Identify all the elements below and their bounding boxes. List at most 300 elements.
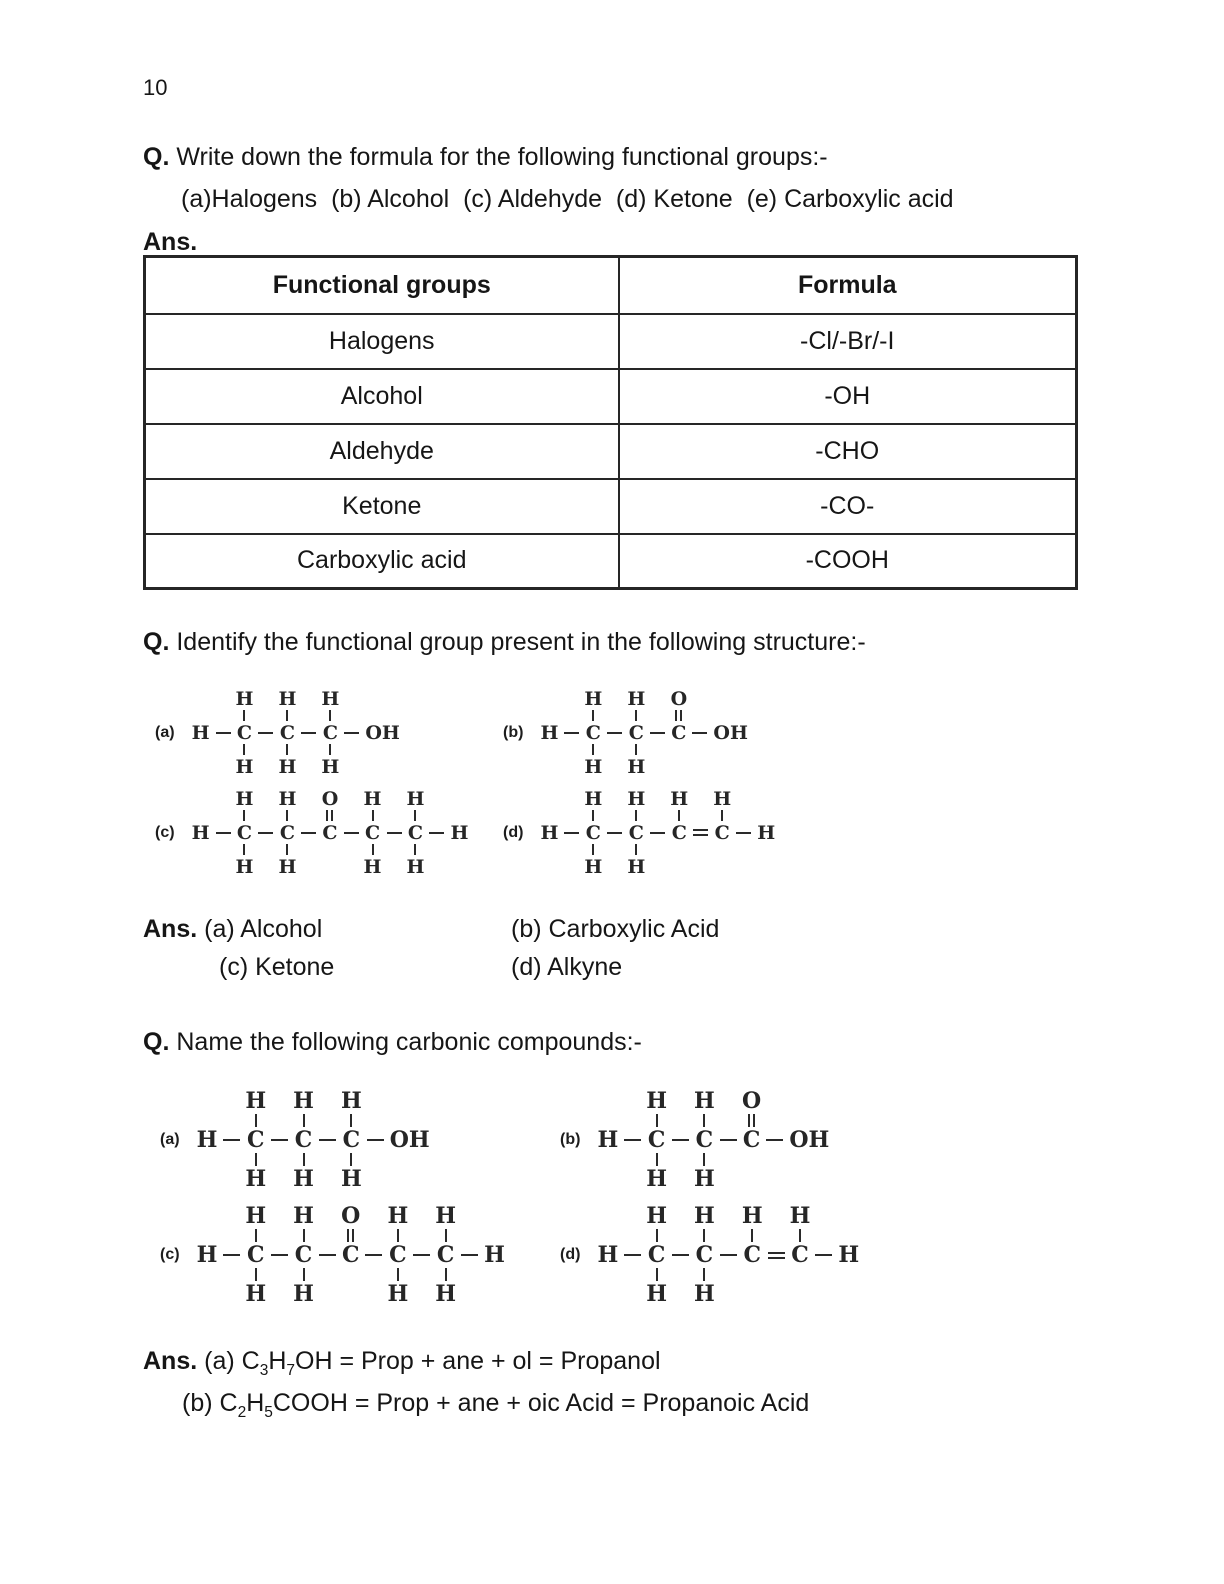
vertical-single-bond [751,1229,753,1242]
bond-line [223,1254,240,1256]
atom-h: H [646,1203,668,1229]
vertical-single-bond [635,844,637,855]
atom-c: H C H [627,787,646,878]
atom-h: H [245,1166,267,1192]
bond-line [693,834,708,836]
bond-line [693,829,708,831]
bond-line [650,732,665,734]
bond-line [286,844,288,855]
bond-line [703,1268,705,1281]
horizontal-single-bond [301,732,316,734]
vertical-single-bond [372,844,374,855]
formula-cell: -COOH [619,534,1077,589]
bond-line [344,832,359,834]
atom-c: H C H [646,1203,668,1307]
atom-h: H [363,855,382,878]
chain-single-bond [687,688,712,777]
horizontal-single-bond [344,832,359,834]
bond-line [414,810,416,821]
bond-line [736,832,751,834]
atom-h: H [278,855,297,878]
bond-line [319,1254,336,1256]
atom-h: H [387,1281,409,1307]
vertical-single-bond [397,1268,399,1281]
naming-structures-row-1 [160,1089,830,1191]
atom-c: H C H [293,1203,314,1307]
atom-h: H [245,1088,267,1114]
bond-line [656,1153,658,1166]
bond-line [429,832,444,834]
atom-h: H [584,687,603,710]
atom-c: H C [741,1203,763,1268]
atom-c: H C [789,1203,811,1268]
bond-line [344,732,359,734]
chain-single-bond [266,1204,293,1306]
molecule-structure [596,1089,830,1191]
bond-line [656,1229,658,1242]
bond-line [564,732,579,734]
horizontal-single-bond [692,732,707,734]
atom-h: H [196,1127,218,1153]
vertical-single-bond [303,1114,305,1127]
chain-single-bond [314,1204,341,1306]
atom-h: H [278,755,297,778]
atom-c: O C [742,1088,762,1153]
bond-line [703,1114,705,1127]
chain-single-bond [731,788,756,877]
molecule-structure [196,1089,431,1191]
atom-c: H C H [694,1203,715,1307]
atom-h: H [584,787,603,810]
bond-line [329,744,331,755]
atom-h: H [435,1281,457,1307]
horizontal-single-bond [564,732,579,734]
atom-h: H [435,1203,457,1229]
vertical-single-bond [255,1268,257,1281]
atom-o: O [742,1088,762,1114]
chain-single-bond [602,788,627,877]
chain-single-bond [810,1204,837,1306]
bond-line [301,732,316,734]
vertical-single-bond [243,844,245,855]
answer-prefix: Ans. [143,915,198,943]
vertical-single-bond [286,810,288,821]
formula-subscript: 7 [286,1362,296,1379]
formula-part: C [241,1347,260,1375]
molecule-structure [191,688,401,777]
bond-line [445,1268,447,1281]
bond-line [753,1114,755,1127]
bond-line [768,1257,785,1259]
bond-line [350,1153,352,1166]
identify-structures-row-1 [155,688,749,777]
horizontal-single-bond [564,832,579,834]
atom-h: H [387,1203,409,1229]
horizontal-single-bond [301,832,316,834]
chain-double-bond [763,1204,790,1306]
vertical-single-bond [350,1153,352,1166]
bond-line [678,810,680,821]
bond-line [720,1139,737,1141]
horizontal-single-bond [607,732,622,734]
vertical-single-bond [721,810,723,821]
horizontal-single-bond [319,1254,336,1256]
naming-answer-b [143,1389,809,1422]
horizontal-single-bond [461,1254,478,1256]
atom-h: H [627,755,646,778]
horizontal-single-bond [216,732,231,734]
formula-cell: -Cl/-Br/-I [619,314,1077,369]
horizontal-single-bond [650,832,665,834]
atom-c: H C H [340,1088,362,1192]
structure-propanoic_acid [503,688,749,777]
horizontal-single-bond [624,1139,641,1141]
chain-single-bond [296,688,321,777]
atom-h: H [235,687,254,710]
atom-h: H [235,855,254,878]
atom-h: H [340,1088,362,1114]
vertical-single-bond [703,1153,705,1166]
chain-single-bond [211,788,236,877]
bond-line [397,1268,399,1281]
chain-single-bond [456,1204,483,1306]
structure-propanoic_acid [560,1089,830,1191]
bond-line [255,1153,257,1166]
bond-line [352,1229,354,1242]
chain-double-bond [688,788,713,877]
vertical-single-bond [303,1229,305,1242]
naming-answer-b-label: (b) [182,1389,220,1417]
atom-c: H C H [321,687,340,778]
vertical-single-bond [255,1153,257,1166]
formula-subscript: 5 [264,1404,273,1421]
horizontal-single-bond [365,1254,382,1256]
molecule-structure [539,688,749,777]
atom-h: H [293,1166,314,1192]
atom-c: H C H [245,1203,267,1307]
bond-line [703,1229,705,1242]
question-3-body: Name the following carbonic compounds:- [176,1028,642,1056]
vertical-single-bond [414,844,416,855]
bond-line [301,832,316,834]
bond-line [624,1254,641,1256]
bond-line [751,1229,753,1242]
horizontal-single-bond [413,1254,430,1256]
naming-answer-a-text: OH = Prop + ane + ol = Propanol [295,1347,661,1375]
vertical-single-bond [397,1229,399,1242]
bond-line [768,1252,785,1254]
atom-h: H [245,1203,267,1229]
bond-line [286,810,288,821]
bond-line [672,1139,689,1141]
formula-subscript: 3 [259,1362,269,1379]
chain-single-bond [645,788,670,877]
question-2-answer [143,915,719,982]
structure-label: (a) [155,723,175,741]
horizontal-single-bond [607,832,622,834]
table-header-functional-groups: Functional groups [145,257,619,314]
horizontal-single-bond [216,832,231,834]
vertical-single-bond [286,710,288,721]
atom-c: H C H [293,1088,314,1192]
vertical-single-bond [303,1268,305,1281]
bond-line [692,732,707,734]
horizontal-single-bond [344,732,359,734]
atom-oh: OH [789,1127,830,1153]
naming-answer-a [143,1347,809,1380]
atom-c: O C [670,687,688,744]
chain-single-bond [715,1089,742,1191]
bond-line [815,1254,832,1256]
bond-line [271,1254,288,1256]
vertical-single-bond [703,1229,705,1242]
bond-line [319,1139,336,1141]
bond-line [656,1114,658,1127]
atom-h: H [584,755,603,778]
answer-item-d: (d) Alkyne [511,953,623,981]
molecule-structure [596,1204,860,1306]
atom-h: H [789,1203,811,1229]
atom-c: H C H [406,787,425,878]
naming-structures-row-2 [160,1204,860,1306]
bond-line [675,710,677,721]
bond-line [607,732,622,734]
atom-h: H [646,1088,668,1114]
atom-h: H [597,1242,619,1268]
vertical-single-bond [678,810,680,821]
answer-item-c: (c) Ketone [219,953,335,981]
bond-line [243,810,245,821]
bond-line [372,844,374,855]
atom-h: H [694,1166,715,1192]
atom-c: O C [321,787,339,844]
horizontal-single-bond [367,1139,384,1141]
horizontal-single-bond [815,1254,832,1256]
chain-single-bond [266,1089,293,1191]
bond-line [223,1139,240,1141]
vertical-single-bond [635,744,637,755]
naming-answer-b-text: COOH = Prop + ane + oic Acid = Propanoic Acid [272,1389,810,1417]
vertical-single-bond [329,710,331,721]
atom-h: H [450,821,469,844]
horizontal-single-bond [271,1139,288,1141]
vertical-single-bond [243,810,245,821]
chain-single-bond [424,788,449,877]
functional-group-cell: Carboxylic acid [145,534,619,589]
bond-line [635,710,637,721]
page-number: 10 [143,75,168,100]
bond-line [326,810,328,821]
question-1 [143,142,1093,258]
horizontal-single-bond [720,1254,737,1256]
horizontal-single-bond [258,832,273,834]
horizontal-single-bond [720,1139,737,1141]
vertical-double-bond [748,1114,755,1127]
chain-single-bond [559,688,584,777]
atom-h: H [757,821,776,844]
atom-oh: OH [365,721,400,744]
formula-subscript: 2 [237,1404,247,1421]
atom-h: H [540,721,559,744]
atom-c: H C [670,787,689,844]
vertical-single-bond [372,810,374,821]
bond-line [592,844,594,855]
formula-cell: -CO- [619,479,1077,534]
structure-pentanone [160,1204,560,1306]
vertical-single-bond [303,1153,305,1166]
bond-line [243,844,245,855]
question-3-answer [143,1347,809,1422]
question-prefix: Q. [143,1028,170,1056]
bond-line [255,1114,257,1127]
bond-line [721,810,723,821]
vertical-single-bond [656,1229,658,1242]
bond-line [656,1268,658,1281]
atom-h: H [196,1242,218,1268]
formula-part: H [246,1389,265,1417]
structure-label: (a) [160,1131,180,1148]
molecule-structure [539,788,776,877]
bond-line [607,832,622,834]
atom-c: H C H [694,1088,715,1192]
vertical-single-bond [592,710,594,721]
chain-single-bond [619,1089,646,1191]
vertical-single-bond [286,744,288,755]
functional-group-cell: Halogens [145,314,619,369]
bond-line [255,1268,257,1281]
atom-h: H [741,1203,763,1229]
atom-h: H [694,1281,715,1307]
atom-o: O [341,1203,361,1229]
bond-line [387,832,402,834]
atom-h: H [191,821,210,844]
bond-line [672,1254,689,1256]
table-row [145,369,1077,424]
atom-c: H C H [584,787,603,878]
vertical-single-bond [635,810,637,821]
bond-line [799,1229,801,1242]
bond-line [564,832,579,834]
horizontal-single-bond [387,832,402,834]
structure-propanol [155,688,503,777]
bond-line [367,1139,384,1141]
vertical-single-bond [329,744,331,755]
answer-line-2 [143,953,719,982]
atom-h: H [293,1203,314,1229]
bond-line [286,744,288,755]
chain-single-bond [602,688,627,777]
answer-item-b: (b) Carboxylic Acid [511,915,720,943]
bond-line [303,1153,305,1166]
vertical-single-bond [592,810,594,821]
vertical-single-bond [703,1114,705,1127]
chain-single-bond [761,1089,788,1191]
horizontal-single-bond [223,1139,240,1141]
chain-single-bond [253,688,278,777]
atom-h: H [278,787,297,810]
atom-c: O C [341,1203,361,1268]
atom-h: H [245,1281,267,1307]
chain-single-bond [362,1089,389,1191]
structure-label: (c) [155,823,175,841]
naming-answer-a-label: (a) [204,1347,242,1375]
atom-h: H [321,755,340,778]
horizontal-single-bond [271,1254,288,1256]
answer-label: Ans. [143,228,198,256]
vertical-single-bond [445,1268,447,1281]
bond-line [329,710,331,721]
chain-single-bond [314,1089,341,1191]
vertical-single-bond [799,1229,801,1242]
vertical-single-bond [445,1229,447,1242]
atom-h: H [670,787,689,810]
bond-line [635,744,637,755]
atom-h: H [406,787,425,810]
vertical-single-bond [592,844,594,855]
bond-line [365,1254,382,1256]
vertical-single-bond [414,810,416,821]
bond-line [703,1153,705,1166]
atom-h: H [646,1281,668,1307]
chain-single-bond [218,1089,245,1191]
bond-line [347,1229,349,1242]
horizontal-single-bond [429,832,444,834]
atom-c: H C H [235,787,254,878]
vertical-single-bond [592,744,594,755]
chain-single-bond [339,688,364,777]
atom-oh: OH [389,1127,430,1153]
question-1-body: Write down the formula for the following functional groups:- [176,143,828,171]
bond-line [303,1268,305,1281]
atom-h: H [235,787,254,810]
atom-c: H C H [245,1088,267,1192]
bond-line [445,1229,447,1242]
atom-h: H [584,855,603,878]
structure-butene [560,1204,860,1306]
atom-h: H [484,1242,505,1268]
atom-h: H [293,1281,314,1307]
bond-line [286,710,288,721]
formula-part: C [219,1389,238,1417]
atom-h: H [363,787,382,810]
atom-h: H [838,1242,860,1268]
vertical-single-bond [286,844,288,855]
horizontal-single-bond [223,1254,240,1256]
functional-group-cell: Aldehyde [145,424,619,479]
atom-h: H [627,787,646,810]
horizontal-single-bond [258,732,273,734]
answer-line-1 [143,915,719,944]
atom-o: O [670,687,688,710]
bond-line [243,744,245,755]
question-1-text [143,142,1093,173]
horizontal-single-bond [672,1139,689,1141]
atom-c: H C H [387,1203,409,1307]
atom-o: O [321,787,339,810]
atom-h: H [191,721,210,744]
chain-single-bond [667,1089,694,1191]
atom-h: H [646,1166,668,1192]
question-prefix: Q. [143,628,170,656]
bond-line [635,810,637,821]
bond-line [255,1229,257,1242]
structure-butene [503,788,776,877]
functional-group-cell: Alcohol [145,369,619,424]
bond-line [592,810,594,821]
functional-group-cell: Ketone [145,479,619,534]
bond-line [350,1114,352,1127]
question-2-body: Identify the functional group present in the following structure:- [176,628,866,656]
